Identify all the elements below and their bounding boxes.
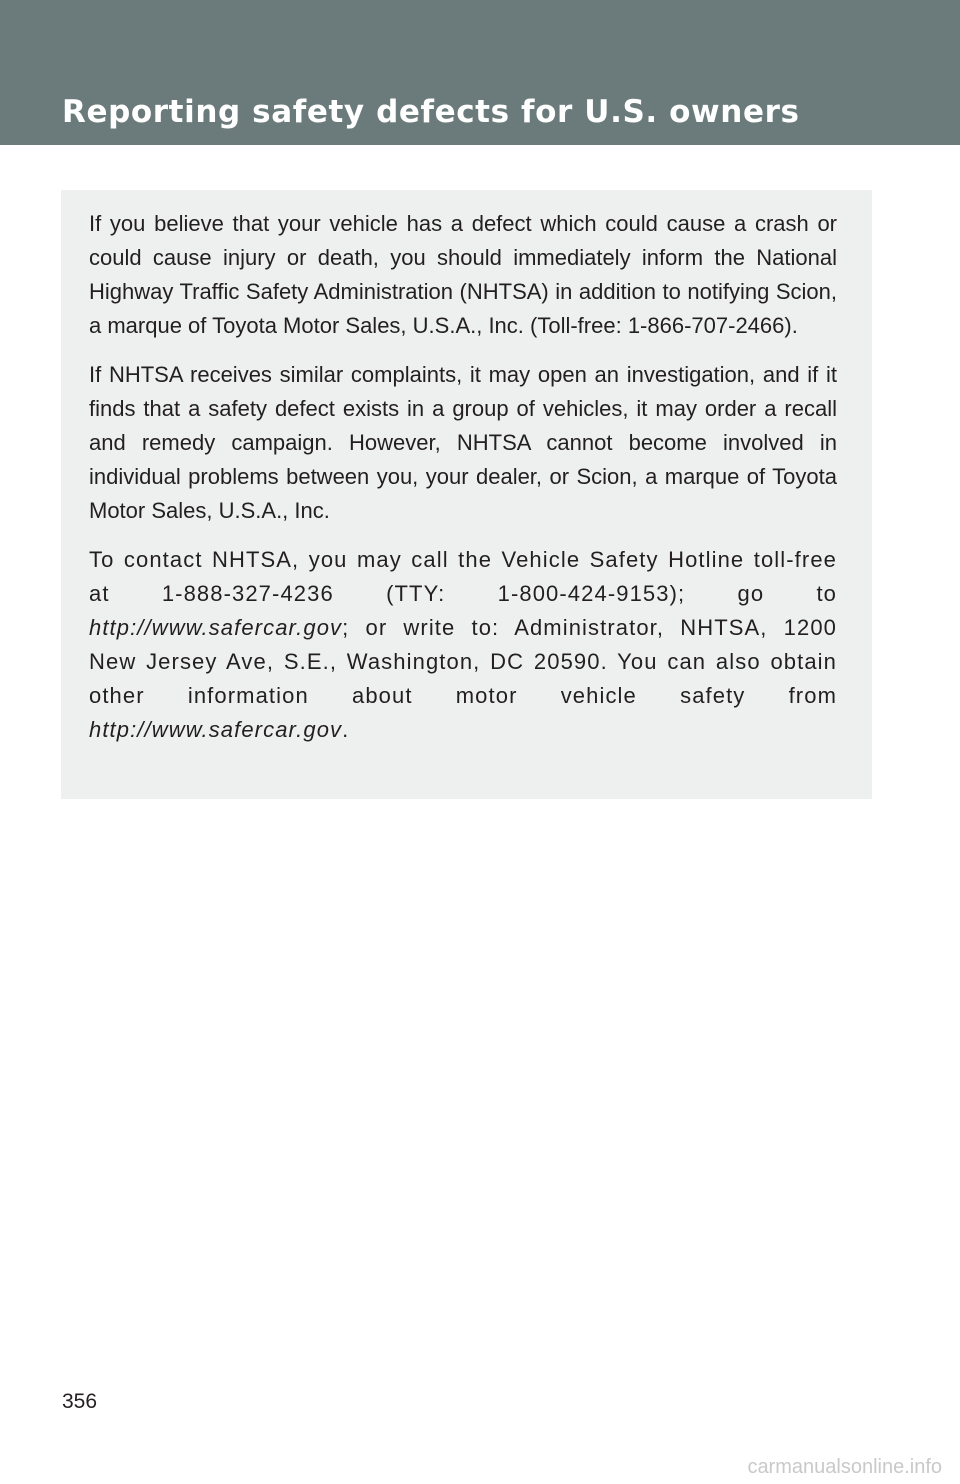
notice-paragraph-1: If you believe that your vehicle has a defect which could cause a crash or could cause injury or death, you should immediately inform the National Highway Traffic Safety Administration (NHTSA) in addition to notifying Scion, a marque of Toyota Motor Sales, U.S.A., Inc. (Toll-free: 1-866-707-2466). (89, 211, 837, 338)
notice-paragraph-3 (89, 543, 837, 747)
contact-text-suffix: . (342, 717, 350, 742)
notice-box (61, 190, 872, 799)
contact-text-prefix: To contact NHTSA, you may call the Vehicle Safety Hotline toll-free at 1-888-327-4236 (TTY: 1-800-424-9153); go to (89, 547, 837, 606)
header-bar (0, 0, 960, 145)
safercar-link[interactable]: http://www.safercar.gov (89, 615, 343, 640)
notice-paragraph-2: If NHTSA receives similar complaints, it may open an investigation, and if it finds that a safety defect exists in a group of vehicles, it may order a recall and remedy campaign. However, NHTSA cannot become involved in individual problems between you, your dealer, or Scion, a marque of Toyota Motor Sales, U.S.A., Inc. (89, 362, 837, 523)
safercar-link-secondary[interactable]: http://www.safercar.gov (89, 717, 343, 742)
watermark: carmanualsonline.info (747, 1456, 942, 1478)
contact-text-middle: ; or write to: Administrator, NHTSA, 1200 New Jersey Ave, S.E., Washington, DC 20590. You can also obtain other information about motor vehicle safety from (89, 615, 837, 708)
page-title: Reporting safety defects for U.S. owners (62, 94, 800, 130)
page-number: 356 (62, 1390, 98, 1413)
